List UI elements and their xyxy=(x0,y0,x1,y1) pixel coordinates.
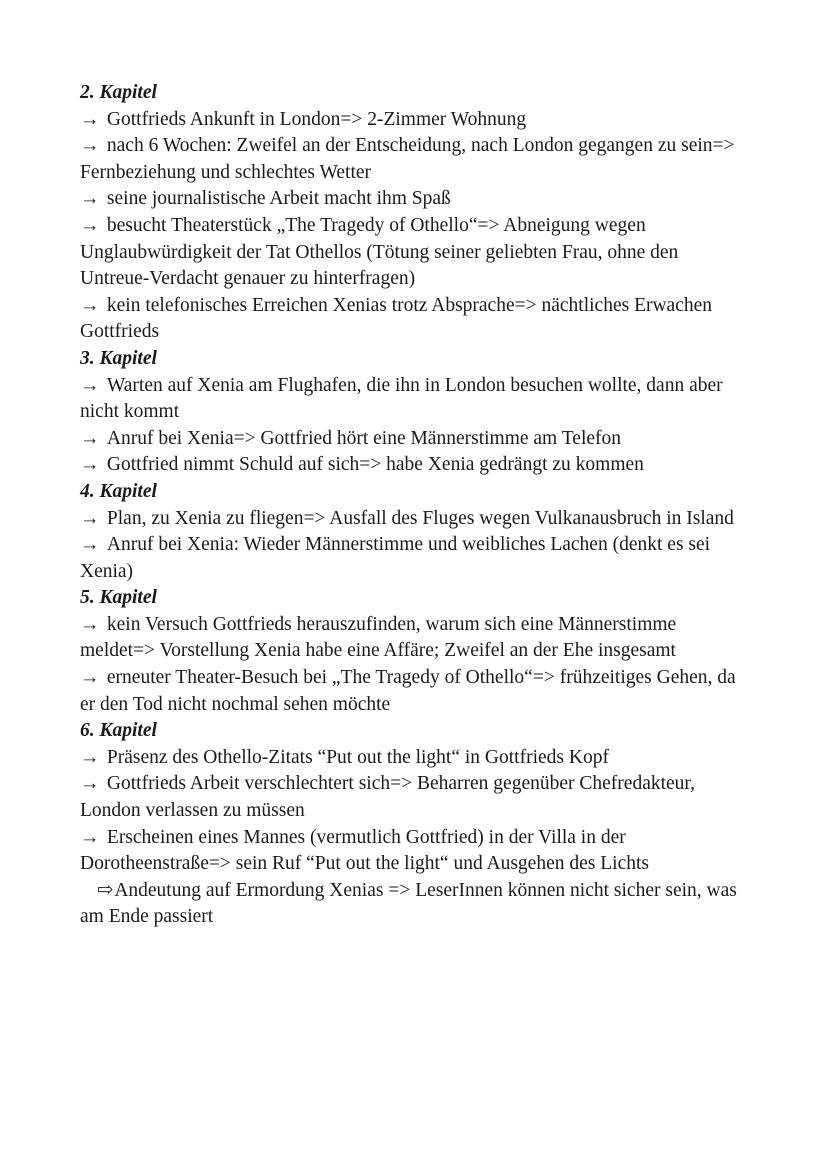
arrow-icon: → xyxy=(80,294,100,316)
item-text: besucht Theaterstück „The Tragedy of Othello“=> Abneigung wegen Unglaubwürdigkeit der Tat Othellos (Tötung seiner geliebten Frau, ohne den Untreue-Verdacht genauer zu hinterfragen) xyxy=(80,214,679,290)
chapter-heading: 4. Kapitel xyxy=(80,480,157,502)
item-text: kein Versuch Gottfrieds herauszufinden, warum sich eine Männerstimme meldet=> Vorstellung Xenia habe eine Affäre; Zweifel an der Ehe insgesamt xyxy=(80,613,677,662)
list-item xyxy=(80,426,748,453)
arrow-icon: → xyxy=(80,534,100,556)
double-arrow-icon: ⇨ xyxy=(97,879,114,901)
item-text: seine journalistische Arbeit macht ihm Spaß xyxy=(106,188,451,210)
arrow-icon: → xyxy=(80,188,100,210)
item-text: Präsenz des Othello-Zitats “Put out the light“ in Gottfrieds Kopf xyxy=(106,746,609,768)
document-content xyxy=(80,80,748,931)
item-text: erneuter Theater-Besuch bei „The Tragedy of Othello“=> frühzeitiges Gehen, da er den Tod nicht nochmal sehen möchte xyxy=(80,667,736,715)
chapter-heading: 6. Kapitel xyxy=(80,720,157,742)
list-item xyxy=(80,745,748,772)
list-item xyxy=(80,133,748,186)
item-text: Gottfried nimmt Schuld auf sich=> habe Xenia gedrängt zu kommen xyxy=(106,454,644,476)
list-item xyxy=(80,452,748,479)
list-item xyxy=(80,825,748,878)
list-item xyxy=(80,506,748,533)
list-item xyxy=(80,293,748,346)
item-text: kein telefonisches Erreichen Xenias trotz Absprache=> nächtliches Erwachen Gottfrieds xyxy=(80,294,713,343)
chapter-heading: 2. Kapitel xyxy=(80,82,157,103)
arrow-icon: → xyxy=(80,427,100,449)
conclusion-item xyxy=(80,878,748,931)
list-item xyxy=(80,186,748,213)
item-text: Anruf bei Xenia=> Gottfried hört eine Männerstimme am Telefon xyxy=(106,427,622,449)
list-item xyxy=(80,771,748,824)
arrow-icon: → xyxy=(80,773,100,795)
item-text: Andeutung auf Ermordung Xenias => LeserInnen können nicht sicher sein, was am Ende passiert xyxy=(80,879,737,928)
list-item xyxy=(80,107,748,134)
arrow-icon: → xyxy=(80,374,100,396)
arrow-icon: → xyxy=(80,214,100,236)
arrow-icon: → xyxy=(80,108,100,130)
arrow-icon: → xyxy=(80,454,100,476)
list-item xyxy=(80,373,748,426)
arrow-icon: → xyxy=(80,667,100,689)
item-text: Anruf bei Xenia: Wieder Männerstimme und weibliches Lachen (denkt es sei Xenia) xyxy=(80,534,711,582)
chapter-section-3 xyxy=(80,346,748,479)
chapter-section-4 xyxy=(80,479,748,585)
list-item xyxy=(80,532,748,585)
chapter-section-5 xyxy=(80,585,748,718)
item-text: Gottfrieds Ankunft in London=> 2-Zimmer Wohnung xyxy=(106,108,527,130)
chapter-section-6 xyxy=(80,718,748,931)
item-text: Gottfrieds Arbeit verschlechtert sich=> Beharren gegenüber Chefredakteur, London verlassen zu müssen xyxy=(80,773,696,822)
chapter-heading: 3. Kapitel xyxy=(80,347,157,369)
list-item xyxy=(80,213,748,293)
chapter-section-2 xyxy=(80,80,748,346)
item-text: nach 6 Wochen: Zweifel an der Entscheidung, nach London gegangen zu sein=> Fernbeziehung und schlechtes Wetter xyxy=(80,135,735,183)
arrow-icon: → xyxy=(80,507,100,529)
chapter-heading: 5. Kapitel xyxy=(80,587,157,609)
item-text: Plan, zu Xenia zu fliegen=> Ausfall des Fluges wegen Vulkanausbruch in Island xyxy=(106,507,734,529)
arrow-icon: → xyxy=(80,135,100,157)
list-item xyxy=(80,612,748,665)
item-text: Warten auf Xenia am Flughafen, die ihn in London besuchen wollte, dann aber nicht kommt xyxy=(80,374,723,423)
arrow-icon: → xyxy=(80,613,100,635)
arrow-icon: → xyxy=(80,826,100,848)
list-item xyxy=(80,665,748,718)
item-text: Erscheinen eines Mannes (vermutlich Gottfried) in der Villa in der Dorotheenstraße=> sein Ruf “Put out the light“ und Ausgehen des Lichts xyxy=(80,826,649,875)
arrow-icon: → xyxy=(80,746,100,768)
